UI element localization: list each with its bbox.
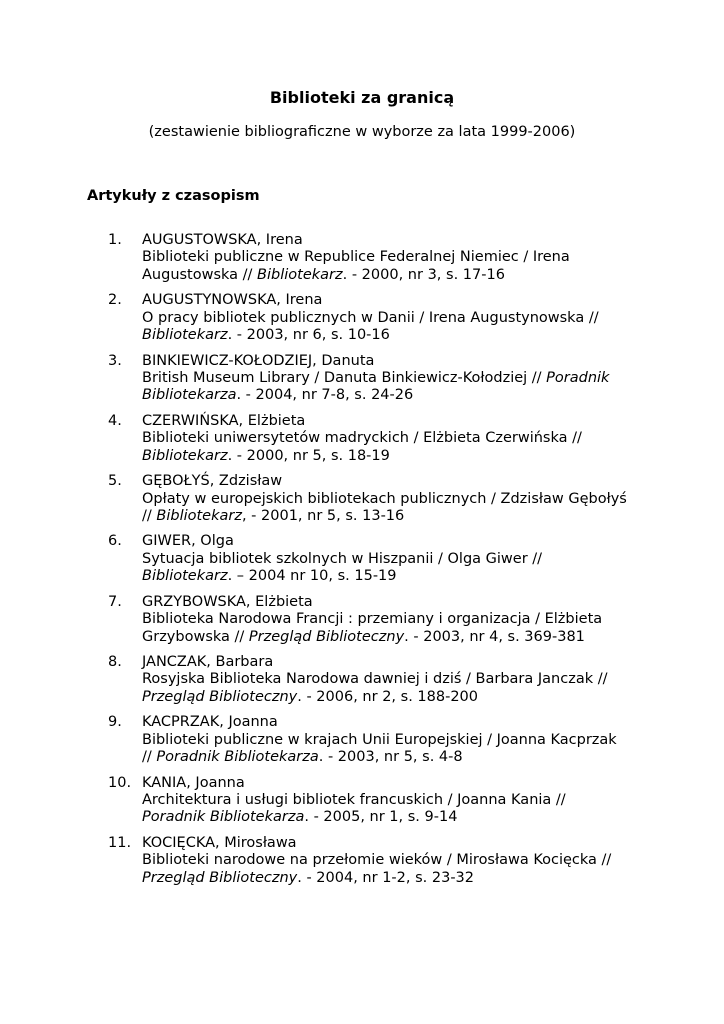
item-source: Przegląd Biblioteczny. - 2006, nr 2, s. 188-200 — [142, 688, 478, 705]
item-number: 4. — [108, 412, 122, 429]
item-author: KOCIĘCKA, Mirosława — [142, 834, 297, 851]
item-author: AUGUSTOWSKA, Irena — [142, 232, 303, 248]
item-number: 7. — [108, 593, 122, 610]
item-source: Bibliotekarz. - 2000, nr 5, s. 18-19 — [142, 447, 390, 464]
item-title: Opłaty w europejskich bibliotekach publicznych / Zdzisław Gębołyś — [142, 490, 627, 507]
item-title: Biblioteki uniwersytetów madryckich / Elżbieta Czerwińska // — [142, 430, 582, 447]
item-title: O pracy bibliotek publicznych w Danii / Irena Augustynowska // — [142, 309, 599, 326]
item-title: British Museum Library / Danuta Binkiewicz-Kołodziej // Poradnik — [142, 370, 610, 386]
item-source: Grzybowska // Przegląd Biblioteczny. - 2003, nr 4, s. 369-381 — [142, 628, 585, 645]
list-item — [0, 353, 724, 413]
item-title: Biblioteka Narodowa Francji : przemiany i organizacja / Elżbieta — [142, 611, 603, 628]
item-number: 5. — [108, 473, 122, 490]
list-item — [0, 232, 724, 292]
item-number: 1. — [108, 232, 122, 248]
item-title: Biblioteki narodowe na przełomie wieków / Mirosława Kocięcka // — [142, 852, 612, 869]
list-item — [0, 835, 724, 895]
list-item — [0, 292, 724, 352]
item-source: Bibliotekarza. - 2004, nr 7-8, s. 24-26 — [142, 387, 414, 404]
item-source: Augustowska // Bibliotekarz. - 2000, nr 3, s. 17-16 — [142, 266, 505, 283]
list-item — [0, 413, 724, 473]
item-source: Poradnik Bibliotekarza. - 2005, nr 1, s. 9-14 — [142, 809, 458, 826]
item-number: 2. — [108, 292, 122, 309]
list-item — [0, 654, 724, 714]
item-number: 11. — [108, 834, 132, 851]
item-author: GRZYBOWSKA, Elżbieta — [142, 593, 313, 610]
item-number: 8. — [108, 654, 122, 671]
item-number: 3. — [108, 352, 122, 369]
list-item — [0, 714, 724, 774]
item-author: AUGUSTYNOWSKA, Irena — [142, 292, 323, 309]
item-author: BINKIEWICZ-KOŁODZIEJ, Danuta — [142, 352, 375, 369]
list-item — [0, 775, 724, 835]
item-title: Sytuacja bibliotek szkolnych w Hiszpanii / Olga Giwer // — [142, 550, 543, 567]
item-number: 9. — [108, 714, 122, 731]
item-title: Biblioteki publiczne w Republice Federalnej Niemiec / Irena — [142, 249, 570, 266]
item-title: Biblioteki publiczne w krajach Unii Europejskiej / Joanna Kacprzak — [142, 731, 617, 748]
item-author: KACPRZAK, Joanna — [142, 714, 278, 731]
item-author: JANCZAK, Barbara — [142, 654, 274, 671]
item-title: Architektura i usługi bibliotek francuskich / Joanna Kania // — [142, 792, 566, 809]
item-source: // Poradnik Bibliotekarza. - 2003, nr 5, s. 4-8 — [142, 749, 463, 766]
page-subtitle: (zestawienie bibliograficzne w wyborze za lata 1999-2006) — [148, 124, 576, 140]
item-source: Przegląd Biblioteczny. - 2004, nr 1-2, s. 23-32 — [142, 869, 474, 886]
item-source: // Bibliotekarz, - 2001, nr 5, s. 13-16 — [142, 508, 405, 524]
list-item — [0, 473, 724, 533]
item-source: Bibliotekarz. - 2003, nr 6, s. 10-16 — [142, 327, 390, 344]
item-author: KANIA, Joanna — [142, 774, 245, 791]
item-author: GĘBOŁYŚ, Zdzisław — [142, 473, 283, 490]
section-heading: Artykuły z czasopism — [87, 188, 260, 204]
item-title: Rosyjska Biblioteka Narodowa dawniej i dziś / Barbara Janczak // — [142, 671, 608, 688]
list-item — [0, 533, 724, 593]
bibliography-list — [0, 232, 724, 895]
list-item — [0, 594, 724, 654]
item-number: 6. — [108, 533, 122, 550]
page-title: Biblioteki za granicą — [269, 88, 455, 107]
item-author: GIWER, Olga — [142, 533, 234, 550]
item-source: Bibliotekarz. – 2004 nr 10, s. 15-19 — [142, 568, 397, 585]
item-author: CZERWIŃSKA, Elżbieta — [142, 412, 306, 429]
item-number: 10. — [108, 774, 132, 791]
